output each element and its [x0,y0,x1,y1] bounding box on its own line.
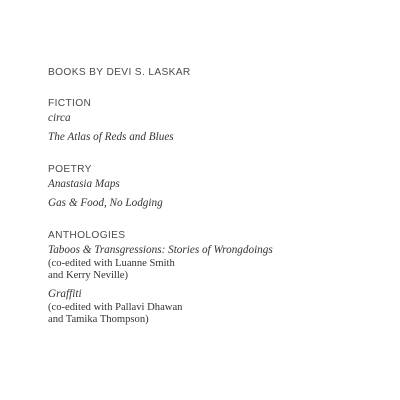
anthologies-section [48,230,378,325]
poetry-title-gas-food: Gas & Food, No Lodging [48,197,163,209]
anthology-title: Taboos & Transgressions: Stories of Wrongdoings [48,244,273,256]
fiction-heading: FICTION [48,98,92,109]
fiction-section [48,98,378,144]
anthology-taboos [48,244,378,281]
anthologies-heading: ANTHOLOGIES [48,230,126,241]
anthology-note-line: and Tamika Thompson) [48,313,149,325]
fiction-title-atlas: The Atlas of Reds and Blues [48,131,174,143]
poetry-heading: POETRY [48,164,92,175]
books-by-page [48,67,378,345]
anthology-graffiti [48,288,378,325]
fiction-title-circa: circa [48,112,71,124]
anthology-title: Graffiti [48,288,82,300]
anthology-note-line: and Kerry Neville) [48,269,129,281]
anthology-note-line: (co-edited with Pallavi Dhawan [48,302,183,313]
page-title: BOOKS BY DEVI S. LASKAR [48,67,191,78]
poetry-title-anastasia: Anastasia Maps [48,178,120,190]
anthology-note-line: (co-edited with Luanne Smith [48,258,175,269]
poetry-section [48,164,378,210]
